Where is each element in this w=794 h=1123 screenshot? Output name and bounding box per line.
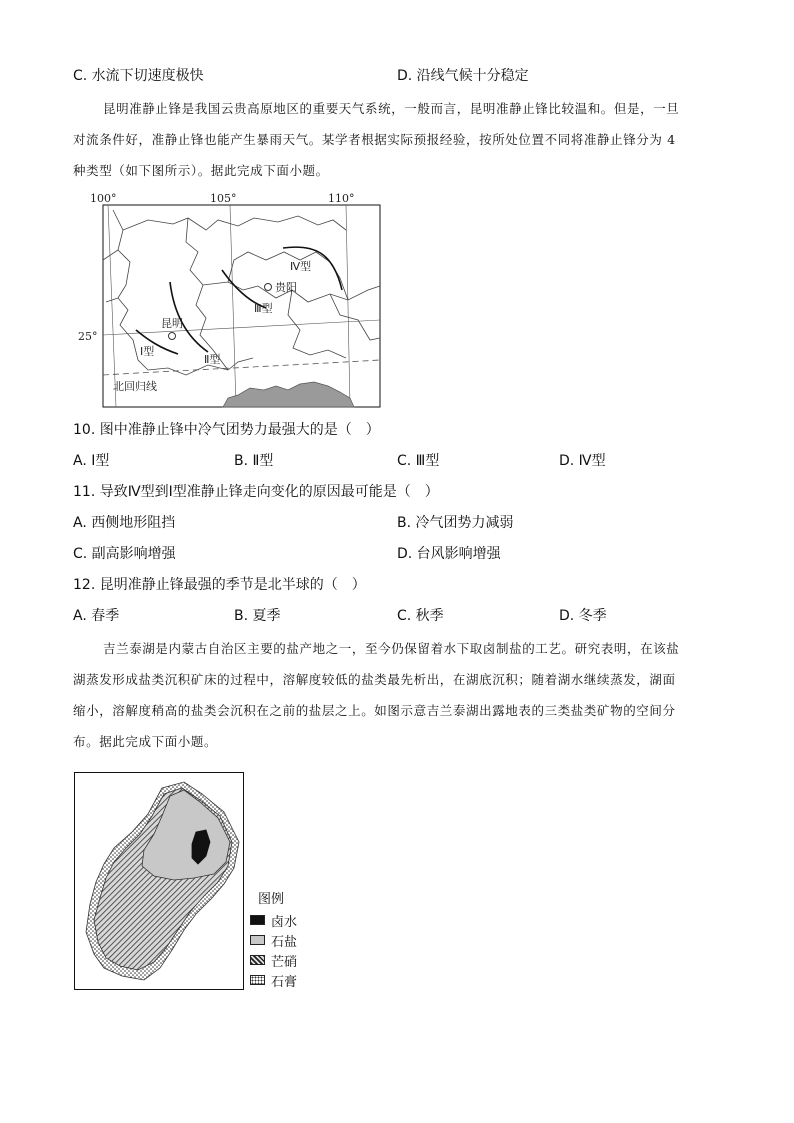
legend-label: 石盐 [271, 934, 298, 950]
front-type-1-label: Ⅰ型 [140, 345, 155, 358]
q11-option-a: A. 西侧地形阻挡 [73, 515, 176, 531]
passage-line: 布。据此完成下面小题。 [73, 734, 218, 749]
front-types-map [78, 190, 388, 414]
q10-option-c: C. Ⅲ型 [397, 453, 440, 469]
legend-label: 石膏 [271, 974, 298, 990]
q10-option-b: B. Ⅱ型 [234, 453, 274, 469]
map-frame [103, 205, 380, 407]
tropic-label: 北回归线 [113, 380, 157, 393]
halite-swatch [250, 935, 265, 945]
salt-lake-legend [250, 888, 297, 990]
q10-option-a: A. Ⅰ型 [73, 453, 110, 469]
legend-item-mirabilite [250, 950, 297, 970]
q9-option-d: D. 沿线气候十分稳定 [397, 68, 529, 84]
lon-100-label: 100° [90, 192, 117, 205]
passage-line: 昆明准静止锋是我国云贵高原地区的重要天气系统，一般而言，昆明准静止锋比较温和。但是，一旦 [103, 101, 680, 116]
kunming-marker [169, 333, 176, 340]
legend-item-brine [250, 910, 297, 930]
q11-option-c: C. 副高影响增强 [73, 546, 176, 562]
lat-25-label: 25° [78, 330, 98, 343]
passage-line: 对流条件好，准静止锋也能产生暴雨天气。某学者根据实际预报经验，按所处位置不同将准静止锋分为 4 [73, 132, 676, 147]
salt-lake-map-svg [74, 772, 246, 994]
passage-kunming-front [73, 93, 723, 186]
passage-line: 湖蒸发形成盐类沉积矿床的过程中，溶解度较低的盐类最先析出，在湖底沉积；随着湖水继续蒸发，湖面 [73, 672, 676, 687]
q10-option-d: D. Ⅳ型 [559, 453, 606, 469]
q10-stem: 10. 图中准静止锋中冷气团势力最强大的是（ ） [73, 422, 380, 438]
front-types-map-svg [78, 190, 388, 410]
q9-option-c: C. 水流下切速度极快 [73, 68, 204, 84]
q12-stem: 12. 昆明准静止锋最强的季节是北半球的（ ） [73, 577, 366, 593]
q12-option-d: D. 冬季 [559, 608, 607, 624]
legend-label: 芒硝 [271, 954, 298, 970]
legend-label: 卤水 [271, 914, 298, 930]
front-type-2-label: Ⅱ型 [204, 353, 221, 366]
lon-110-label: 110° [328, 192, 355, 205]
q12-option-a: A. 春季 [73, 608, 120, 624]
front-type-3-label: Ⅲ型 [254, 302, 273, 315]
brine-swatch [250, 915, 265, 925]
guiyang-label: 贵阳 [275, 281, 297, 294]
gypsum-swatch [250, 975, 265, 985]
kunming-label: 昆明 [161, 317, 183, 330]
q12-option-b: B. 夏季 [234, 608, 281, 624]
q12-option-c: C. 秋季 [397, 608, 444, 624]
lon-105-label: 105° [210, 192, 237, 205]
q11-option-d: D. 台风影响增强 [397, 546, 501, 562]
q11-option-b: B. 冷气团势力减弱 [397, 515, 514, 531]
legend-title: 图例 [258, 892, 285, 907]
passage-jilantai-lake [73, 633, 723, 757]
guiyang-marker [265, 284, 272, 291]
q11-stem: 11. 导致Ⅳ型到Ⅰ型准静止锋走向变化的原因最可能是（ ） [73, 484, 439, 500]
salt-lake-map [74, 772, 246, 998]
legend-item-halite [250, 930, 297, 950]
passage-line: 吉兰泰湖是内蒙古自治区主要的盐产地之一，至今仍保留着水下取卤制盐的工艺。研究表明，在该盐 [103, 641, 680, 656]
passage-line: 缩小，溶解度稍高的盐类会沉积在之前的盐层之上。如图示意吉兰泰湖出露地表的三类盐类矿物的空间分 [73, 703, 676, 718]
legend-item-gypsum [250, 970, 297, 990]
passage-line: 种类型（如下图所示）。据此完成下面小题。 [73, 163, 329, 178]
mirabilite-swatch [250, 955, 265, 965]
front-type-4-label: Ⅳ型 [290, 260, 312, 273]
